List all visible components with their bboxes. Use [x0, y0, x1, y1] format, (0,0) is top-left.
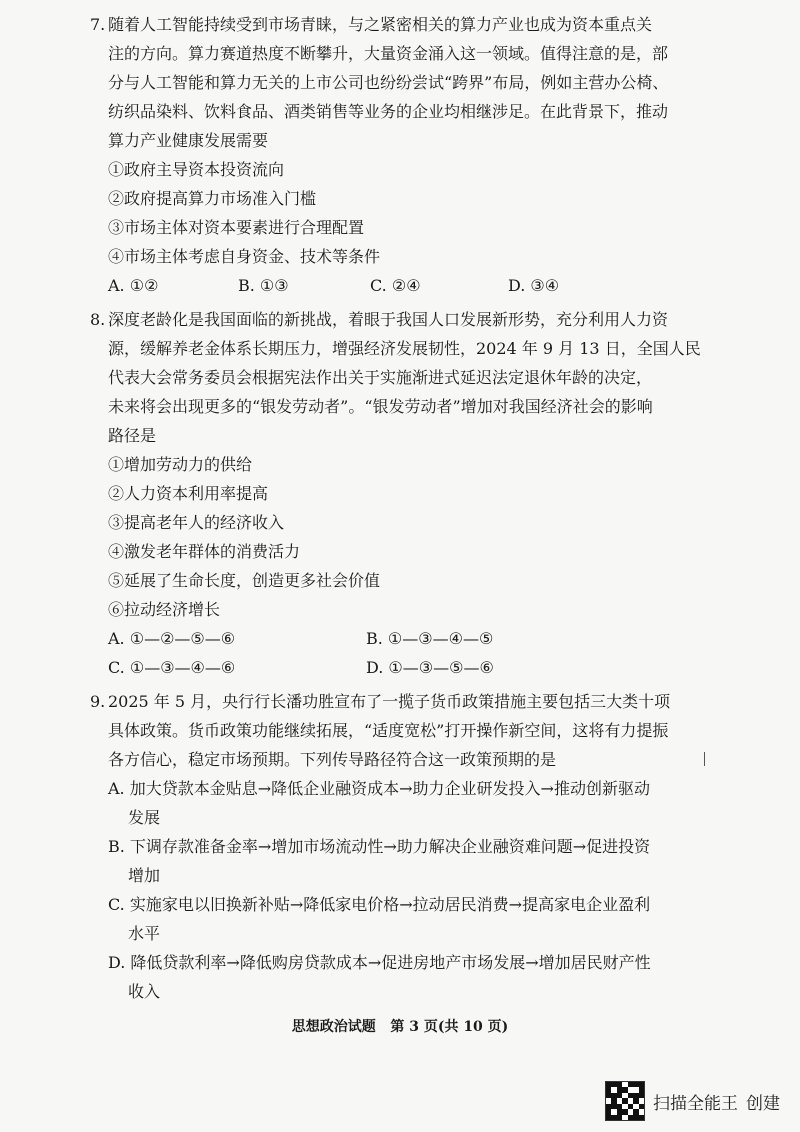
question-stem-line: 路径是	[108, 426, 157, 445]
question-stem-line: 2025 年 5 月，央行行长潘功胜宣布了一揽子货币政策措施主要包括三大类十项	[108, 692, 671, 711]
statement: ①政府主导资本投资流向	[108, 160, 285, 179]
question-stem-line: 分与人工智能和算力无关的上市公司也纷纷尝试“跨界”布局，例如主营办公椅、	[108, 73, 669, 92]
choice-c: C. ②④	[370, 276, 421, 295]
choice-a: A. ①—②—⑤—⑥	[108, 629, 236, 648]
statement: ⑥拉动经济增长	[108, 600, 221, 619]
statement: ②政府提高算力市场准入门槛	[108, 189, 317, 208]
question-stem-line: 具体政策。货币政策功能继续拓展，“适度宽松”打开操作新空间，这将有力提振	[108, 721, 669, 740]
statement: ④激发老年群体的消费活力	[108, 542, 301, 561]
choice-a: A. 加大贷款本金贴息→降低企业融资成本→助力企业研发投入→推动创新驱动	[108, 779, 650, 798]
choices-row	[108, 624, 688, 653]
page-footer	[0, 1016, 800, 1036]
question-8	[90, 305, 701, 682]
question-stem-line: 未来将会出现更多的“银发劳动者”。“银发劳动者”增加对我国经济社会的影响	[108, 397, 653, 416]
question-stem-line: 各方信心，稳定市场预期。下列传导路径符合这一政策预期的是	[108, 750, 557, 769]
statement: ②人力资本利用率提高	[108, 484, 269, 503]
question-7	[90, 10, 688, 300]
statement: ①增加劳动力的供给	[108, 455, 253, 474]
choice-d: D. ①—③—⑤—⑥	[366, 658, 494, 677]
question-number: 7.	[90, 15, 106, 34]
choice-a: A. ①②	[108, 276, 159, 295]
question-number: 8.	[90, 310, 106, 329]
question-stem-line: 随着人工智能持续受到市场青睐，与之紧密相关的算力产业也成为资本重点关	[108, 15, 653, 34]
footer-subject: 思想政治试题	[291, 1019, 376, 1035]
scanner-watermark	[605, 1081, 780, 1121]
choice-b: B. ①③	[238, 276, 289, 295]
statement: ④市场主体考虑自身资金、技术等条件	[108, 247, 381, 266]
margin-mark	[704, 752, 705, 766]
question-number: 9.	[90, 692, 106, 711]
question-stem-line: 深度老龄化是我国面临的新挑战，着眼于我国人口发展新形势，充分利用人力资	[108, 310, 669, 329]
watermark-text: 扫描全能王	[653, 1093, 738, 1114]
choice-d: D. ③④	[508, 276, 560, 295]
choice-b-continuation: 增加	[128, 866, 161, 885]
question-9	[90, 687, 688, 1006]
qr-code-icon	[605, 1081, 645, 1121]
choice-b: B. 下调存款准备金率→增加市场流动性→助力解决企业融资难问题→促进投资	[108, 837, 651, 856]
watermark-action: 创建	[746, 1093, 780, 1114]
choice-c: C. 实施家电以旧换新补贴→降低家电价格→拉动居民消费→提高家电企业盈利	[108, 895, 651, 914]
statement: ③市场主体对资本要素进行合理配置	[108, 218, 365, 237]
statement: ③提高老年人的经济收入	[108, 513, 285, 532]
question-stem-line: 注的方向。算力赛道热度不断攀升，大量资金涌入这一领域。值得注意的是，部	[108, 44, 669, 63]
question-stem-line: 源，缓解养老金体系长期压力，增强经济发展韧性，2024 年 9 月 13 日，全国人民	[108, 339, 701, 358]
choice-a-continuation: 发展	[128, 808, 161, 827]
choices-row	[108, 653, 688, 682]
choice-c: C. ①—③—④—⑥	[108, 658, 236, 677]
choice-d-continuation: 收入	[128, 982, 161, 1001]
choice-b: B. ①—③—④—⑤	[366, 629, 494, 648]
statement: ⑤延展了生命长度，创造更多社会价值	[108, 571, 381, 590]
question-stem-line: 代表大会常务委员会根据宪法作出关于实施渐进式延迟法定退休年龄的决定，	[108, 368, 653, 387]
footer-page-number: 第 3 页(共 10 页)	[390, 1019, 509, 1035]
question-stem-line: 纺织品染料、饮料食品、酒类销售等业务的企业均相继涉足。在此背景下，推动	[108, 102, 669, 121]
choices-row	[108, 271, 688, 300]
choice-d: D. 降低贷款利率→降低购房贷款成本→促进房地产市场发展→增加居民财产性	[108, 953, 651, 972]
choice-c-continuation: 水平	[128, 924, 161, 943]
question-stem-line: 算力产业健康发展需要	[108, 131, 269, 150]
